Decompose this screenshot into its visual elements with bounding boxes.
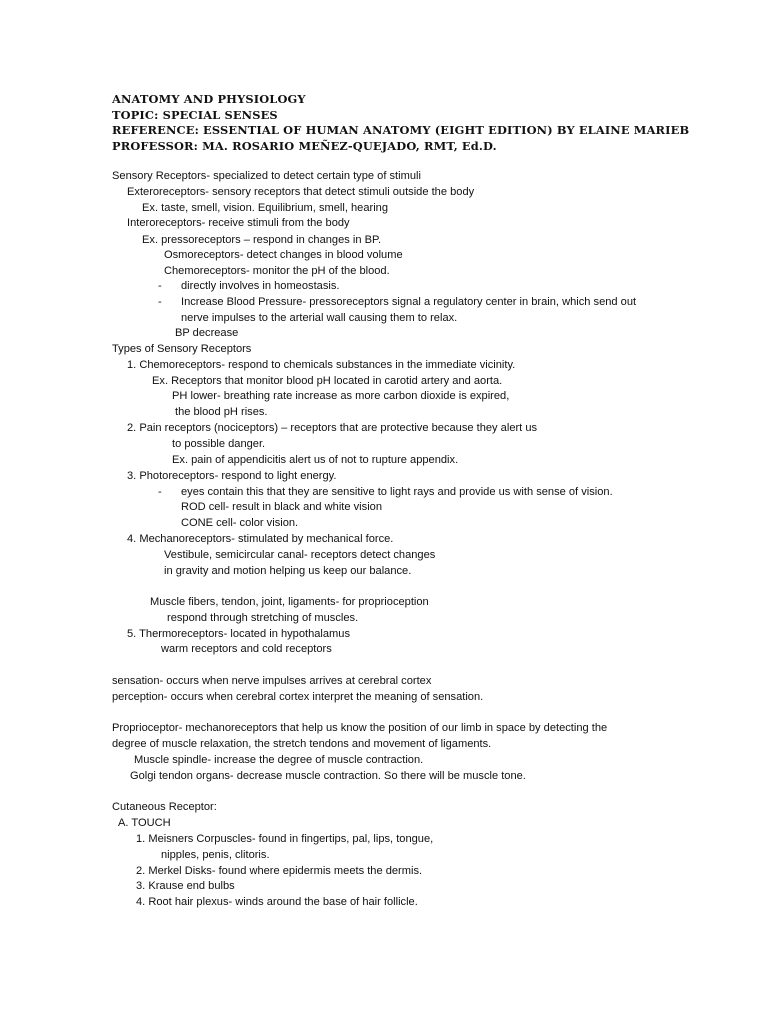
section-heading: Cutaneous Receptor: [112, 801, 217, 813]
text-line: BP decrease [175, 327, 239, 339]
text-line: respond through stretching of muscles. [167, 612, 359, 624]
bullet-dash: - [158, 486, 162, 498]
text-line: Ex. pain of appendicitis alert us of not to rupture appendix. [172, 454, 459, 466]
bullet-dash: - [158, 280, 162, 292]
text-line: PH lower- breathing rate increase as more carbon dioxide is expired, [172, 390, 510, 402]
text-line: the blood pH rises. [175, 406, 268, 418]
list-item: 1. Chemoreceptors- respond to chemicals substances in the immediate vicinity. [127, 359, 516, 371]
text-line: eyes contain this that they are sensitive to light rays and provide us with sense of vision. [181, 486, 613, 498]
text-line: Muscle spindle- increase the degree of muscle contraction. [134, 754, 424, 766]
text-line: CONE cell- color vision. [181, 517, 299, 529]
list-item: 3. Photoreceptors- respond to light energy. [127, 470, 337, 482]
professor-line: PROFESSOR: MA. ROSARIO MEÑEZ-QUEJADO, RMT, Ed.D. [112, 138, 497, 153]
topic-line: TOPIC: SPECIAL SENSES [112, 107, 278, 122]
list-item: 4. Root hair plexus- winds around the base of hair follicle. [136, 896, 418, 908]
list-item: 2. Merkel Disks- found where epidermis meets the dermis. [136, 865, 423, 877]
list-item: 5. Thermoreceptors- located in hypothalamus [127, 628, 351, 640]
list-item: 3. Krause end bulbs [136, 880, 235, 892]
section-heading: Types of Sensory Receptors [112, 343, 252, 355]
text-line: Ex. Receptors that monitor blood pH located in carotid artery and aorta. [152, 375, 503, 387]
course-title: ANATOMY AND PHYSIOLOGY [112, 92, 306, 106]
list-item: 4. Mechanoreceptors- stimulated by mechanical force. [127, 533, 394, 545]
text-line: nipples, penis, clitoris. [161, 849, 270, 861]
text-line: directly involves in homeostasis. [181, 280, 340, 292]
text-line: Interoreceptors- receive stimuli from the body [127, 217, 350, 229]
list-item: 1. Meisners Corpuscles- found in fingertips, pal, lips, tongue, [136, 833, 434, 845]
text-line: Golgi tendon organs- decrease muscle contraction. So there will be muscle tone. [130, 770, 526, 782]
document-header [112, 92, 689, 154]
text-line: Sensory Receptors- specialized to detect certain type of stimuli [112, 170, 421, 182]
text-line: Increase Blood Pressure- pressoreceptors signal a regulatory center in brain, which send out [181, 296, 637, 308]
text-line: Ex. taste, smell, vision. Equilibrium, smell, hearing [142, 202, 389, 214]
text-line: perception- occurs when cerebral cortex interpret the meaning of sensation. [112, 691, 484, 703]
text-line: Ex. pressoreceptors – respond in changes in BP. [142, 234, 382, 246]
text-line: degree of muscle relaxation, the stretch tendons and movement of ligaments. [112, 738, 492, 750]
text-line: warm receptors and cold receptors [161, 643, 332, 655]
text-line: Vestibule, semicircular canal- receptors detect changes [164, 549, 436, 561]
list-item: 2. Pain receptors (nociceptors) – receptors that are protective because they alert us [127, 422, 538, 434]
text-line: Osmoreceptors- detect changes in blood volume [164, 249, 403, 261]
text-line: Proprioceptor- mechanoreceptors that help us know the position of our limb in space by detecting the [112, 722, 608, 734]
list-item: A. TOUCH [118, 817, 171, 829]
text-line: nerve impulses to the arterial wall causing them to relax. [181, 312, 458, 324]
text-line: Exteroreceptors- sensory receptors that detect stimuli outside the body [127, 186, 475, 198]
text-line: in gravity and motion helping us keep our balance. [164, 565, 412, 577]
bullet-dash: - [158, 296, 162, 308]
text-line: Chemoreceptors- monitor the pH of the blood. [164, 265, 390, 277]
text-line: sensation- occurs when nerve impulses arrives at cerebral cortex [112, 675, 432, 687]
reference-line: REFERENCE: ESSENTIAL OF HUMAN ANATOMY (EIGHT EDITION) BY ELAINE MARIEB [112, 123, 690, 137]
text-line: Muscle fibers, tendon, joint, ligaments- for proprioception [150, 596, 429, 608]
text-line: to possible danger. [172, 438, 266, 450]
text-line: ROD cell- result in black and white vision [181, 501, 382, 513]
